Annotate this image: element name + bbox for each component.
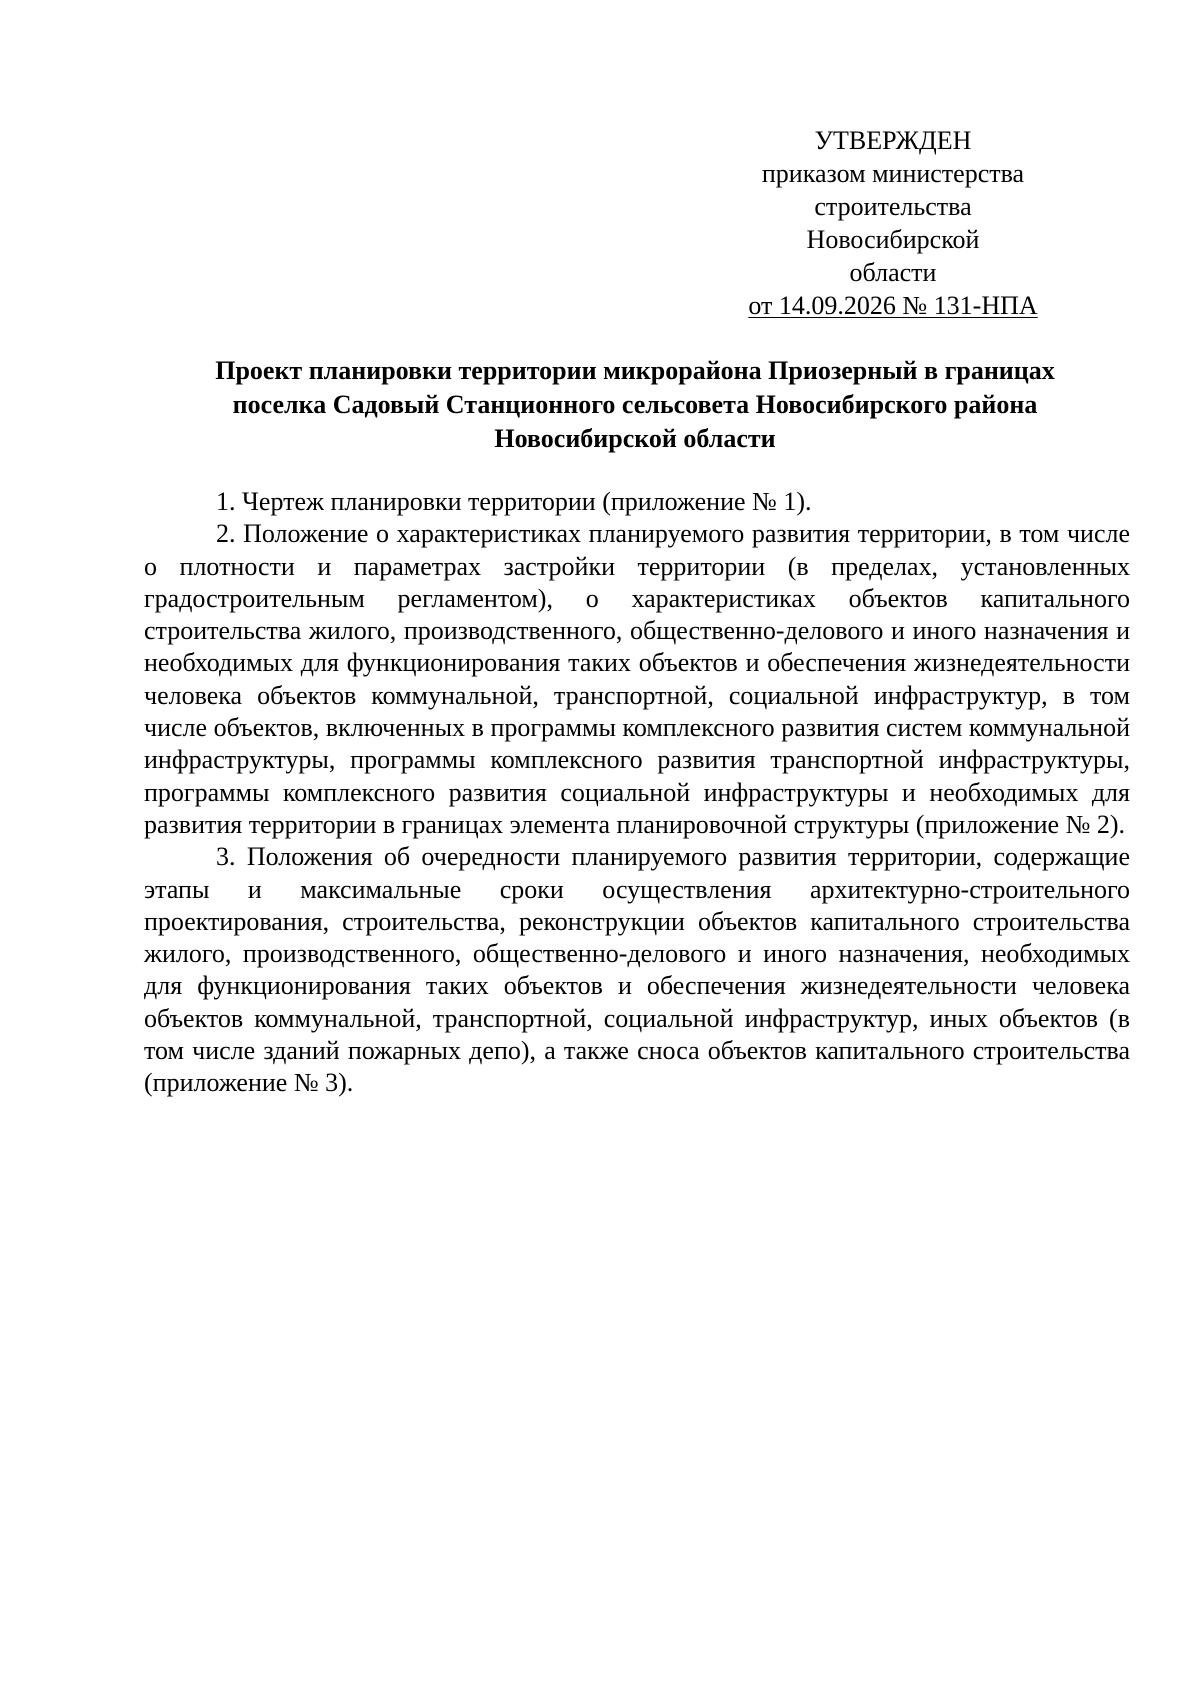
approval-date-number: от 14.09.2026 № 131-НПА (748, 291, 1038, 320)
approval-line-1: приказом министерства (761, 159, 1025, 188)
approval-line-3: области (849, 258, 937, 287)
title-line-3: Новосибирской области (494, 424, 776, 453)
document-body (144, 486, 1130, 1100)
approval-stamp (728, 124, 1058, 322)
list-item-2: 2. Положение о характеристиках планируемого развития территории, в том числе о плотности и параметрах застройки территории (в пределах, установленных градостроительным регламентом), о характеристиках объектов капитального строительства жилого, производственного, общественно-делового и иного назначения и необходимых для функционирования таких объектов и обеспечения жизнедеятельности человека объектов коммунальной, транспортной, социальной инфраструктур, в том числе объектов, включенных в программы комплексного развития систем коммунальной инфраструктуры, программы комплексного развития транспортной инфраструктуры, программы комплексного развития социальной инфраструктуры и необходимых для развития территории в границах элемента планировочной структуры (приложение № 2). (144, 519, 1130, 839)
title-line-2: поселка Садовый Станционного сельсовета Новосибирского района (232, 390, 1038, 419)
document-title (140, 354, 1130, 456)
approval-heading: УТВЕРЖДЕН (814, 126, 972, 155)
list-item-3: 3. Положения об очередности планируемого развития территории, содержащие этапы и максимальные сроки осуществления архитектурно-строительного проектирования, строительства, реконструкции объектов капитального строительства жилого, производственного, общественно-делового и иного назначения, необходимых для функционирования таких объектов и обеспечения жизнедеятельности человека объектов коммунальной, транспортной, социальной инфраструктур, иных объектов (в том числе зданий пожарных депо), а также сноса объектов капитального строительства (приложение № 3). (144, 842, 1130, 1098)
title-line-1: Проект планировки территории микрорайона Приозерный в границах (215, 356, 1055, 385)
approval-line-2: строительства Новосибирской (806, 192, 980, 254)
list-item-1: 1. Чертеж планировки территории (приложение № 1). (216, 487, 812, 516)
